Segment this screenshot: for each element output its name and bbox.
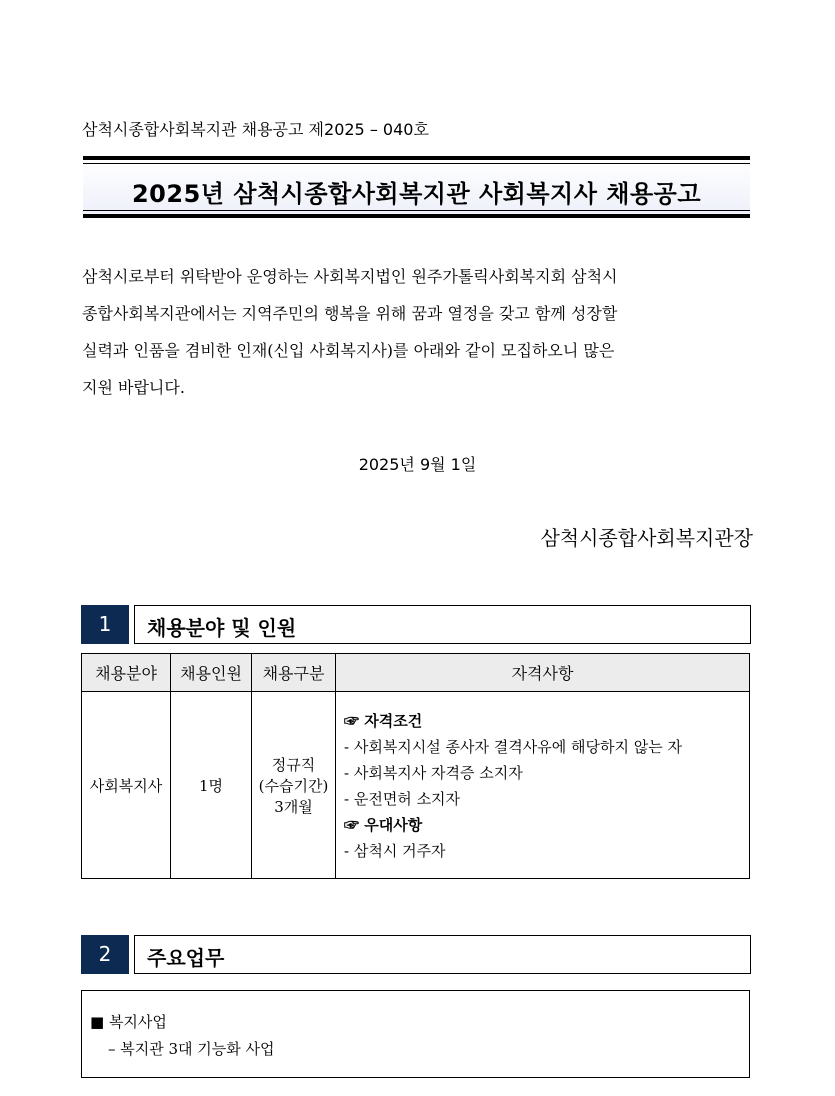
notice-number: 삼척시종합사회복지관 채용공고 제2025 – 040호 (82, 120, 429, 139)
cell-qualifications (336, 692, 750, 879)
section-2-title-box (134, 935, 751, 974)
intro-line: 삼척시로부터 위탁받아 운영하는 사회복지법인 원주가톨릭사회복지회 삼척시 (82, 267, 618, 286)
cell-field: 사회복지사 (82, 692, 171, 879)
header-count: 채용인원 (171, 654, 252, 692)
intro-paragraph (82, 258, 754, 406)
section-1-number: 1 (81, 605, 129, 644)
cell-count: 1명 (171, 692, 252, 879)
table-row (82, 692, 750, 879)
intro-line: 종합사회복지관에서는 지역주민의 행복을 위해 꿈과 열정을 갖고 함께 성장할 (82, 304, 618, 323)
signature: 삼척시종합사회복지관장 (540, 526, 753, 550)
section-2-header (81, 935, 751, 974)
header-qualifications: 자격사항 (336, 654, 750, 692)
header-type: 채용구분 (252, 654, 336, 692)
qualification-heading: ☞ 자격조건 (344, 712, 423, 730)
preference-item: - 삼척시 거주자 (344, 842, 446, 860)
notice-date: 2025년 9월 1일 (358, 455, 477, 474)
duty-category: ■ 복지사업 (90, 1013, 167, 1031)
qualification-item: - 사회복지시설 종사자 결격사유에 해당하지 않는 자 (344, 738, 682, 756)
preference-heading: ☞ 우대사항 (344, 816, 423, 834)
type-line: 3개월 (274, 797, 313, 816)
title-banner (83, 156, 750, 218)
section-2-number: 2 (81, 935, 129, 974)
duty-item: – 복지관 3대 기능화 사업 (108, 1040, 275, 1058)
intro-line: 지원 바랍니다. (82, 378, 185, 397)
type-line: (수습기간) (258, 776, 329, 795)
qualification-item: - 운전면허 소지자 (344, 790, 461, 808)
section-1-header (81, 605, 751, 644)
page-title: 2025년 삼척시종합사회복지관 사회복지사 채용공고 (131, 180, 702, 208)
section-1-title-box (134, 605, 751, 644)
qualification-item: - 사회복지사 자격증 소지자 (344, 764, 523, 782)
section-2-title: 주요업무 (147, 946, 225, 970)
section-1-title: 채용분야 및 인원 (147, 616, 297, 640)
cell-type (252, 692, 336, 879)
duties-box (81, 990, 750, 1078)
table-header-row (82, 654, 750, 692)
intro-line: 실력과 인품을 겸비한 인재(신입 사회복지사)를 아래와 같이 모집하오니 많은 (82, 341, 615, 360)
recruitment-table (81, 653, 750, 879)
header-field: 채용분야 (82, 654, 171, 692)
type-line: 정규직 (271, 755, 316, 774)
